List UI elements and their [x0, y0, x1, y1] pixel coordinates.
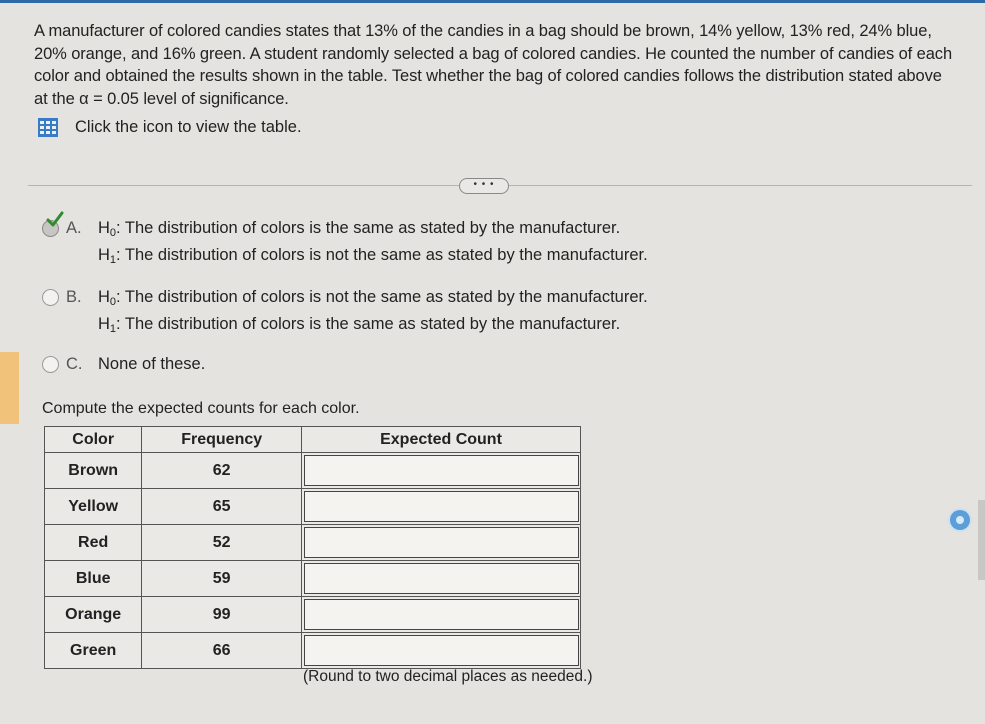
- help-circle-icon[interactable]: [950, 510, 970, 530]
- expected-count-table: [44, 426, 581, 669]
- expand-more-button[interactable]: • • •: [459, 178, 509, 194]
- expected-cell: [302, 525, 581, 561]
- row-frequency: 62: [142, 453, 302, 489]
- compute-instruction: Compute the expected counts for each color.: [42, 400, 360, 417]
- option-b-h0: H0: The distribution of colors is not the same as stated by the manufacturer.: [98, 288, 648, 308]
- table-row: [45, 525, 581, 561]
- option-a[interactable]: [42, 217, 742, 267]
- expected-cell: [302, 453, 581, 489]
- view-table-link[interactable]: [38, 118, 302, 137]
- checkmark-icon: [46, 211, 64, 227]
- row-frequency: 59: [142, 561, 302, 597]
- option-a-h1: H1: The distribution of colors is not the same as stated by the manufacturer.: [98, 246, 648, 266]
- view-table-label[interactable]: Click the icon to view the table.: [75, 118, 302, 136]
- row-color: Brown: [45, 453, 142, 489]
- row-color: Blue: [45, 561, 142, 597]
- option-a-h0: H0: The distribution of colors is the same as stated by the manufacturer.: [98, 219, 621, 239]
- header-expected-count: Expected Count: [302, 427, 581, 453]
- side-tab: [0, 352, 19, 424]
- expected-count-input-brown[interactable]: [304, 455, 579, 486]
- expected-count-input-blue[interactable]: [304, 563, 579, 594]
- scroll-edge: [978, 500, 985, 580]
- row-frequency: 99: [142, 597, 302, 633]
- option-c-text: None of these.: [98, 355, 206, 373]
- row-frequency: 66: [142, 633, 302, 669]
- header-frequency: Frequency: [142, 427, 302, 453]
- expected-count-input-red[interactable]: [304, 527, 579, 558]
- option-c-radio[interactable]: [42, 356, 59, 373]
- question-tail: level of significance.: [138, 89, 289, 108]
- option-c[interactable]: [42, 353, 342, 377]
- top-accent-bar: [0, 0, 985, 3]
- expected-count-input-yellow[interactable]: [304, 491, 579, 522]
- table-row: [45, 453, 581, 489]
- row-color: Red: [45, 525, 142, 561]
- option-b-h1: H1: The distribution of colors is the same as stated by the manufacturer.: [98, 315, 621, 335]
- question-text: [34, 20, 954, 110]
- table-row: [45, 561, 581, 597]
- header-color: Color: [45, 427, 142, 453]
- option-c-letter: C.: [66, 355, 83, 373]
- table-header-row: [45, 427, 581, 453]
- table-row: [45, 489, 581, 525]
- row-color: Green: [45, 633, 142, 669]
- option-a-letter: A.: [66, 219, 82, 237]
- row-frequency: 65: [142, 489, 302, 525]
- option-b-letter: B.: [66, 288, 82, 306]
- table-row: [45, 633, 581, 669]
- alpha-expression: α = 0.05: [79, 89, 139, 108]
- option-b[interactable]: [42, 286, 742, 336]
- expected-count-input-orange[interactable]: [304, 599, 579, 630]
- expected-cell: [302, 561, 581, 597]
- expected-cell: [302, 633, 581, 669]
- row-color: Orange: [45, 597, 142, 633]
- expected-cell: [302, 597, 581, 633]
- rounding-note: (Round to two decimal places as needed.): [303, 668, 593, 685]
- row-frequency: 52: [142, 525, 302, 561]
- table-grid-icon[interactable]: [38, 118, 58, 137]
- expected-cell: [302, 489, 581, 525]
- row-color: Yellow: [45, 489, 142, 525]
- table-row: [45, 597, 581, 633]
- question-body: A manufacturer of colored candies states that 13% of the candies in a bag should be brown, 14% yellow, 13% red, 24% blue, 20% orange, and 16% green. A student randomly selected a bag of colored candies. He counted the number of candies of each color and obtained the results shown in the table. Test whether the bag of colored candies follows the distribution stated above at the: [34, 22, 953, 108]
- option-b-radio[interactable]: [42, 289, 59, 306]
- expected-count-input-green[interactable]: [304, 635, 579, 666]
